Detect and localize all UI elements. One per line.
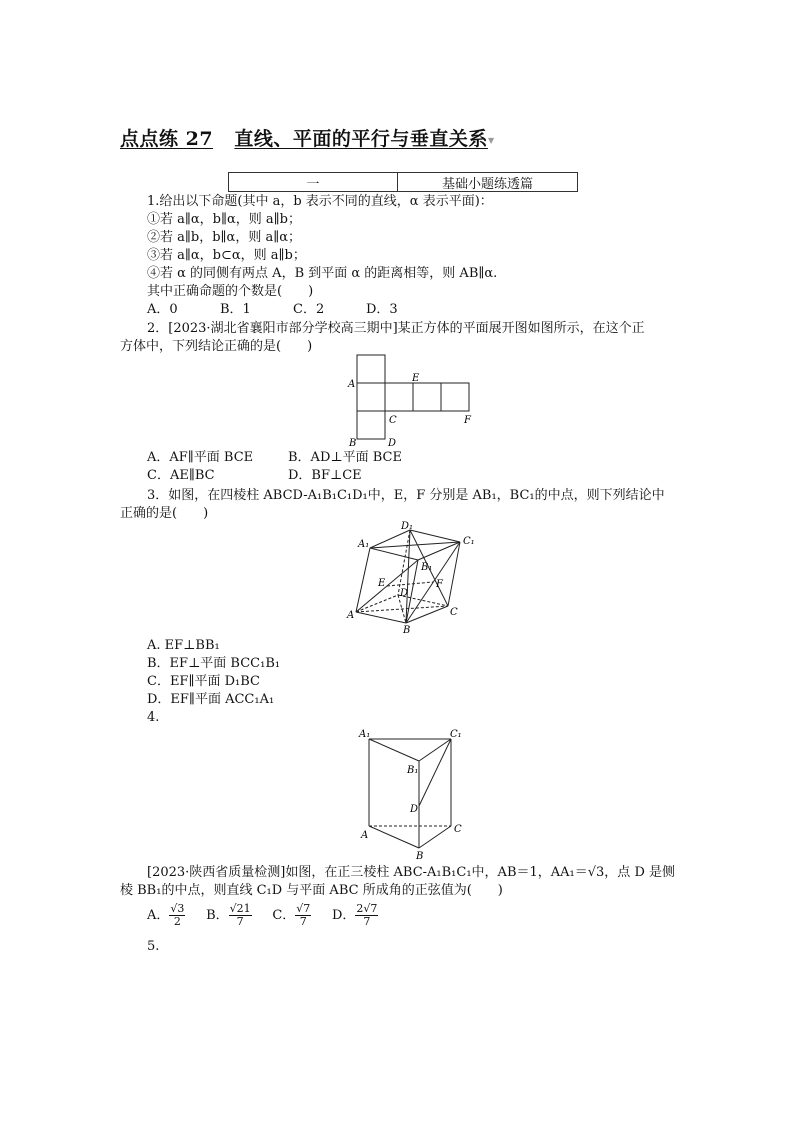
q5-number: 5.	[147, 939, 160, 954]
q3-option-b: B．EF⊥平面 BCC₁B₁	[147, 656, 281, 671]
tri-prism-label-d: D	[410, 804, 419, 815]
q4-stem-text: 如图，在正三棱柱 ABC-A₁B₁C₁中，AB＝1，AA₁＝√3，点 D 是侧	[285, 865, 675, 880]
q2-option-d: D．BF⊥CE	[288, 468, 362, 483]
tri-prism-label-c: C	[454, 824, 462, 835]
q3-prism-figure	[344, 520, 484, 635]
prism-label-d1: D₁	[401, 521, 414, 532]
q2-stem-line2: 方体中，下列结论正确的是( )	[120, 339, 313, 354]
section-name: 基础小题练透篇	[441, 176, 533, 192]
collapse-triangle-icon: ▼	[487, 135, 495, 145]
net-label-f: F	[464, 415, 471, 426]
q1-ask: 其中正确命题的个数是( )	[147, 284, 314, 299]
section-header-table	[228, 172, 578, 192]
prism-label-f: F	[436, 579, 443, 590]
title-prefix: 点点练 27	[120, 128, 214, 150]
prism-label-e: E	[378, 578, 386, 589]
q1-proposition-1: ①若 a∥α，b∥α，则 a∥b；	[147, 212, 301, 227]
q2-option-a: A．AF∥平面 BCE	[147, 450, 254, 465]
tri-prism-label-c1: C₁	[450, 729, 462, 740]
title-main: 直线、平面的平行与垂直关系	[234, 128, 488, 150]
net-label-b: B	[349, 438, 357, 449]
q2-stem-text: 某正方体的平面展开图如图所示，在这个正	[397, 321, 645, 336]
net-label-e: E	[412, 373, 420, 384]
q2-option-b: B．AD⊥平面 BCE	[288, 450, 402, 465]
q4-number: 4.	[147, 710, 160, 725]
tri-prism-label-b1: B₁	[407, 765, 419, 776]
prism-label-a1: A₁	[358, 539, 370, 550]
q4-source: [2023·陕西省质量检测]	[147, 865, 286, 880]
tri-prism-label-b: B	[416, 851, 424, 862]
q3-option-c: C．EF∥平面 D₁BC	[147, 674, 260, 689]
q4-options	[147, 902, 378, 930]
q3-option-d: D．EF∥平面 ACC₁A₁	[147, 692, 275, 707]
net-label-a: A	[348, 379, 356, 390]
q4-option-a: A． $\frac{√3}{2}$	[147, 902, 185, 928]
q1-option-a: A．0	[147, 302, 178, 317]
q2-option-c: C．AE∥BC	[147, 468, 215, 483]
q3-option-a: A. EF⊥BB₁	[147, 638, 220, 653]
prism-label-b: B	[403, 625, 411, 635]
prism-label-a: A	[347, 610, 355, 621]
q4-stem-line1	[147, 864, 675, 882]
q4-option-b: B． $\frac{√21}{7}$	[206, 902, 251, 928]
net-label-d: D	[388, 438, 397, 449]
prism-label-c1: C₁	[463, 536, 475, 547]
q1-proposition-4: ④若 α 的同侧有两点 A，B 到平面 α 的距离相等，则 AB∥α.	[147, 266, 498, 281]
q2-source: [2023·湖北省襄阳市部分学校高三期中]	[168, 321, 398, 336]
prism-label-c: C	[450, 607, 458, 618]
page-title	[120, 124, 495, 151]
q2-stem-line1	[147, 320, 645, 338]
q3-stem-line1: 3．如图，在四棱柱 ABCD-A₁B₁C₁D₁中，E，F 分别是 AB₁，BC₁的中点，则下列结论中	[147, 488, 665, 503]
q4-option-c: C． $\frac{√7}{7}$	[272, 902, 311, 928]
q3-stem-line2: 正确的是( )	[120, 506, 209, 521]
q1-option-d: D．3	[366, 302, 398, 317]
q1-stem: 1.给出以下命题(其中 a，b 表示不同的直线，α 表示平面)：	[147, 194, 493, 209]
q4-option-d: D． $\frac{2√7}{7}$	[331, 902, 378, 928]
q4-stem-line2: 棱 BB₁的中点，则直线 C₁D 与平面 ABC 所成角的正弦值为( )	[120, 883, 503, 898]
q4-triangular-prism-figure	[356, 726, 468, 862]
q1-proposition-3: ③若 a∥α，b⊂α，则 a∥b；	[147, 248, 306, 263]
net-label-c: C	[389, 415, 397, 426]
q2-cube-net-figure	[340, 352, 490, 452]
tri-prism-label-a: A	[361, 830, 369, 841]
prism-label-b1: B₁	[421, 562, 433, 573]
q1-option-b: B．1	[220, 302, 251, 317]
q1-option-c: C．2	[293, 302, 325, 317]
section-number: 一	[229, 173, 398, 191]
tri-prism-label-a1: A₁	[359, 729, 371, 740]
prism-label-d: D	[400, 588, 409, 599]
q2-number: 2．	[147, 321, 169, 336]
q1-proposition-2: ②若 a∥b，b∥α，则 a∥α；	[147, 230, 301, 245]
